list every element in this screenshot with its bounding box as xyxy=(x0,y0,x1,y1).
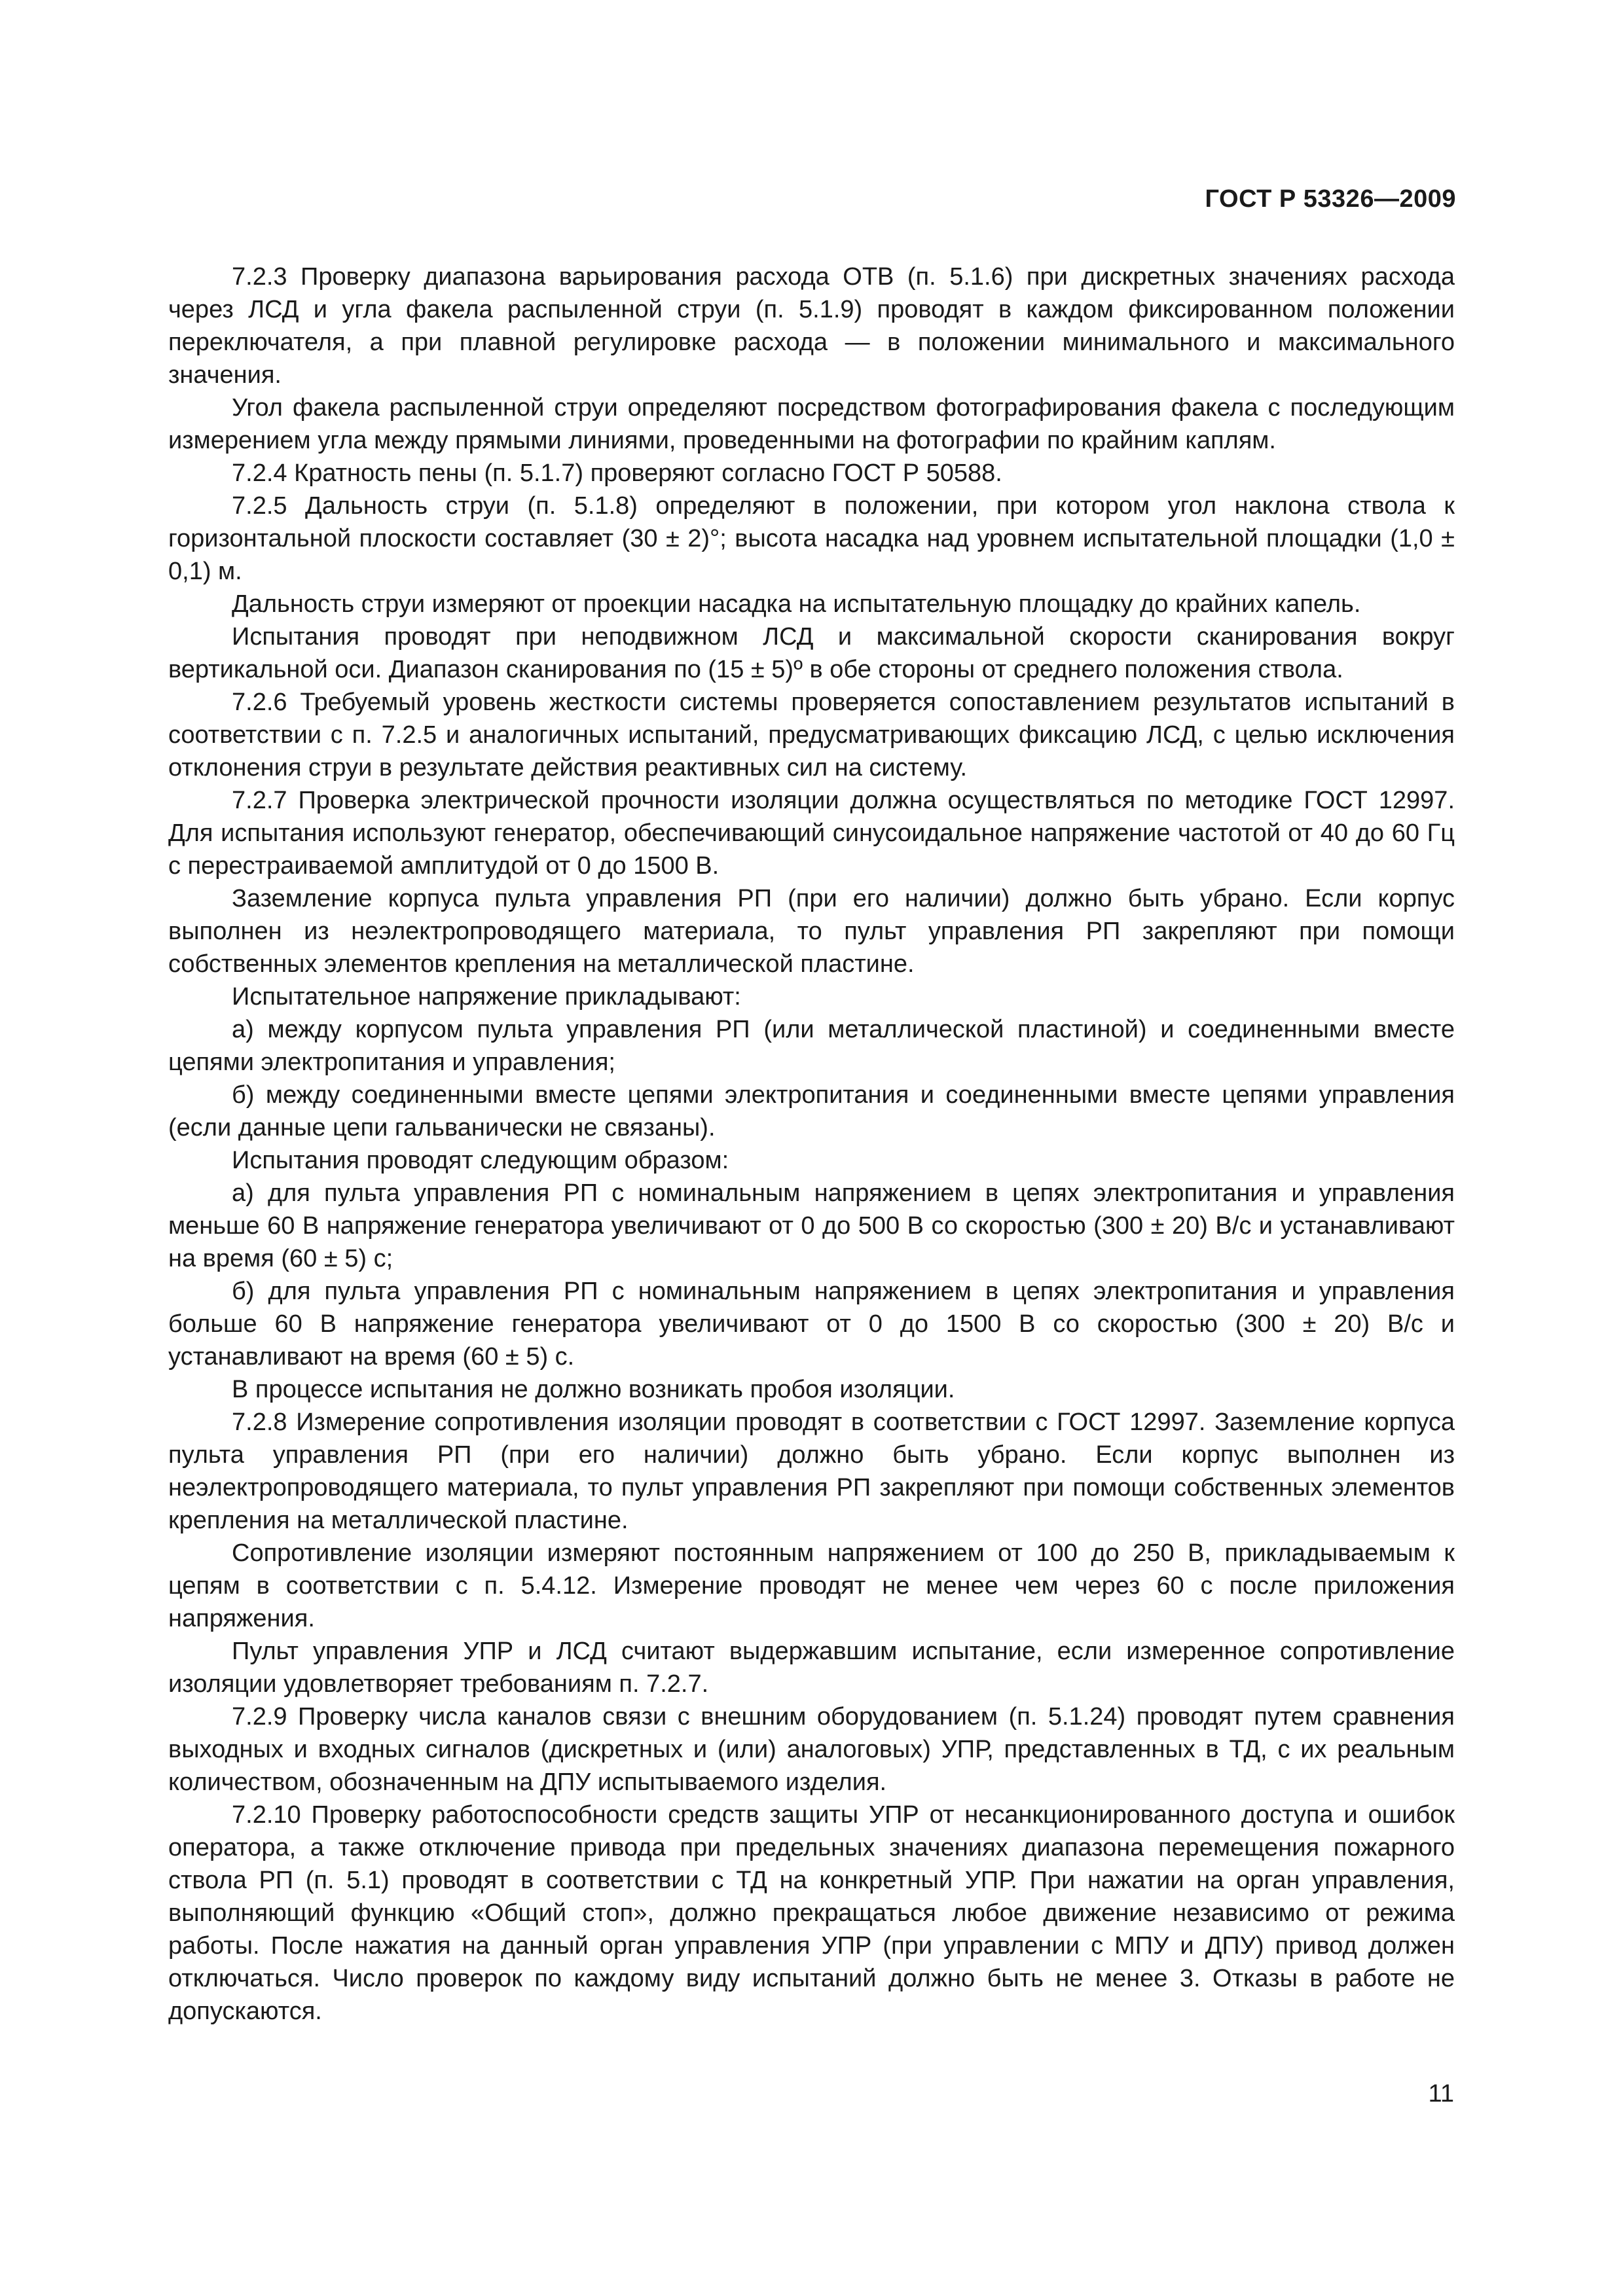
page-number: 11 xyxy=(1428,2080,1454,2108)
paragraph-7-2-3: 7.2.3 Проверку диапазона варьирования расхода ОТВ (п. 5.1.6) при дискретных значениях расхода через ЛСД и угла факела распыленной струи (п. 5.1.9) проводят в каждом фиксированном положении переключателя, а при плавной регулировке расхода — в положении минимального и максимального значения. xyxy=(168,263,1455,389)
paragraph-7-2-5: 7.2.5 Дальность струи (п. 5.1.8) определяют в положении, при котором угол наклона ствола к горизонтальной плоскости составляет (30 ± 2)°; высота насадка над уровнем испытательной площадки (1,0 ± 0,1) м. xyxy=(168,492,1455,585)
paragraph-7-2-9: 7.2.9 Проверку числа каналов связи с внешним оборудованием (п. 5.1.24) проводят путем сравнения выходных и входных сигналов (дискретных и (или) аналоговых) УПР, представленных в ТД, с их реальным количеством, обозначенным на ДПУ испытываемого изделия. xyxy=(168,1703,1455,1796)
document-code-header: ГОСТ Р 53326—2009 xyxy=(1205,185,1456,213)
paragraph-7-2-6: 7.2.6 Требуемый уровень жесткости системы проверяется сопоставлением результатов испытаний в соответствии с п. 7.2.5 и аналогичных испытаний, предусматривающих фиксацию ЛСД, с целью исключения отклонения струи в результате действия реактивных сил на систему. xyxy=(168,689,1455,781)
paragraph-7-2-4: 7.2.4 Кратность пены (п. 5.1.7) проверяют согласно ГОСТ Р 50588. xyxy=(232,459,1002,487)
paragraph-test-voltage-applied: Испытательное напряжение прикладывают: xyxy=(232,983,741,1011)
list-item-a-case: а) между корпусом пульта управления РП (или металлической пластиной) и соединенными вместе цепями электропитания и управления; xyxy=(168,1016,1455,1076)
list-item-a-below-60v: а) для пульта управления РП с номинальным напряжением в цепях электропитания и управления меньше 60 В напряжение генератора увеличивают от 0 до 500 В со скоростью (300 ± 20) В/с и устанавливают на время (60 ± 5) с; xyxy=(168,1179,1455,1272)
paragraph-test-procedure: Испытания проводят следующим образом: xyxy=(232,1147,729,1174)
paragraph-scanning-tests: Испытания проводят при неподвижном ЛСД и максимальной скорости сканирования вокруг вертикальной оси. Диапазон сканирования по (15 ± 5)º в обе стороны от среднего положения ствола. xyxy=(168,623,1455,683)
paragraph-spray-angle: Угол факела распыленной струи определяют посредством фотографирования факела с последующим измерением угла между прямыми линиями, проведенными на фотографии по крайним каплям. xyxy=(168,394,1455,454)
paragraph-7-2-8: 7.2.8 Измерение сопротивления изоляции проводят в соответствии с ГОСТ 12997. Заземление корпуса пульта управления РП (при его наличии) должно быть убрано. Если корпус выполнен из неэлектропроводящего материала, то пульт управления РП закрепляют при помощи собственных элементов крепления на металлической пластине. xyxy=(168,1408,1455,1534)
document-body xyxy=(168,260,1455,2028)
paragraph-jet-range: Дальность струи измеряют от проекции насадка на испытательную площадку до крайних капель. xyxy=(232,590,1361,618)
paragraph-no-breakdown: В процессе испытания не должно возникать пробоя изоляции. xyxy=(232,1376,955,1403)
list-item-b-circuits: б) между соединенными вместе цепями электропитания и соединенными вместе цепями управления (если данные цепи гальванически не связаны). xyxy=(168,1081,1455,1141)
paragraph-test-passed: Пульт управления УПР и ЛСД считают выдержавшим испытание, если измеренное сопротивление изоляции удовлетворяет требованиям п. 7.2.7. xyxy=(168,1638,1455,1698)
paragraph-insulation-resistance: Сопротивление изоляции измеряют постоянным напряжением от 100 до 250 В, прикладываемым к цепям в соответствии с п. 5.4.12. Измерение проводят не менее чем через 60 с после приложения напряжения. xyxy=(168,1539,1455,1632)
paragraph-7-2-7: 7.2.7 Проверка электрической прочности изоляции должна осуществляться по методике ГОСТ 12997. Для испытания используют генератор, обеспечивающий синусоидальное напряжение частотой от 40 до 60 Гц с перестраиваемой амплитудой от 0 до 1500 В. xyxy=(168,787,1455,880)
paragraph-7-2-10: 7.2.10 Проверку работоспособности средств защиты УПР от несанкционированного доступа и ошибок оператора, а также отключение привода при предельных значениях диапазона перемещения пожарного ствола РП (п. 5.1) проводят в соответствии с ТД на конкретный УПР. При нажатии на орган управления, выполняющий функцию «Общий стоп», должно прекращаться любое движение независимо от режима работы. После нажатия на данный орган управления УПР (при управлении с МПУ и ДПУ) привод должен отключаться. Число проверок по каждому виду испытаний должно быть не менее 3. Отказы в работе не допускаются. xyxy=(168,1801,1455,2025)
list-item-b-above-60v: б) для пульта управления РП с номинальным напряжением в цепях электропитания и управления больше 60 В напряжение генератора увеличивают от 0 до 1500 В со скоростью (300 ± 20) В/с и устанавливают на время (60 ± 5) с. xyxy=(168,1278,1455,1371)
paragraph-grounding: Заземление корпуса пульта управления РП (при его наличии) должно быть убрано. Если корпус выполнен из неэлектропроводящего материала, то пульт управления РП закрепляют при помощи собственных элементов крепления на металлической пластине. xyxy=(168,885,1455,978)
